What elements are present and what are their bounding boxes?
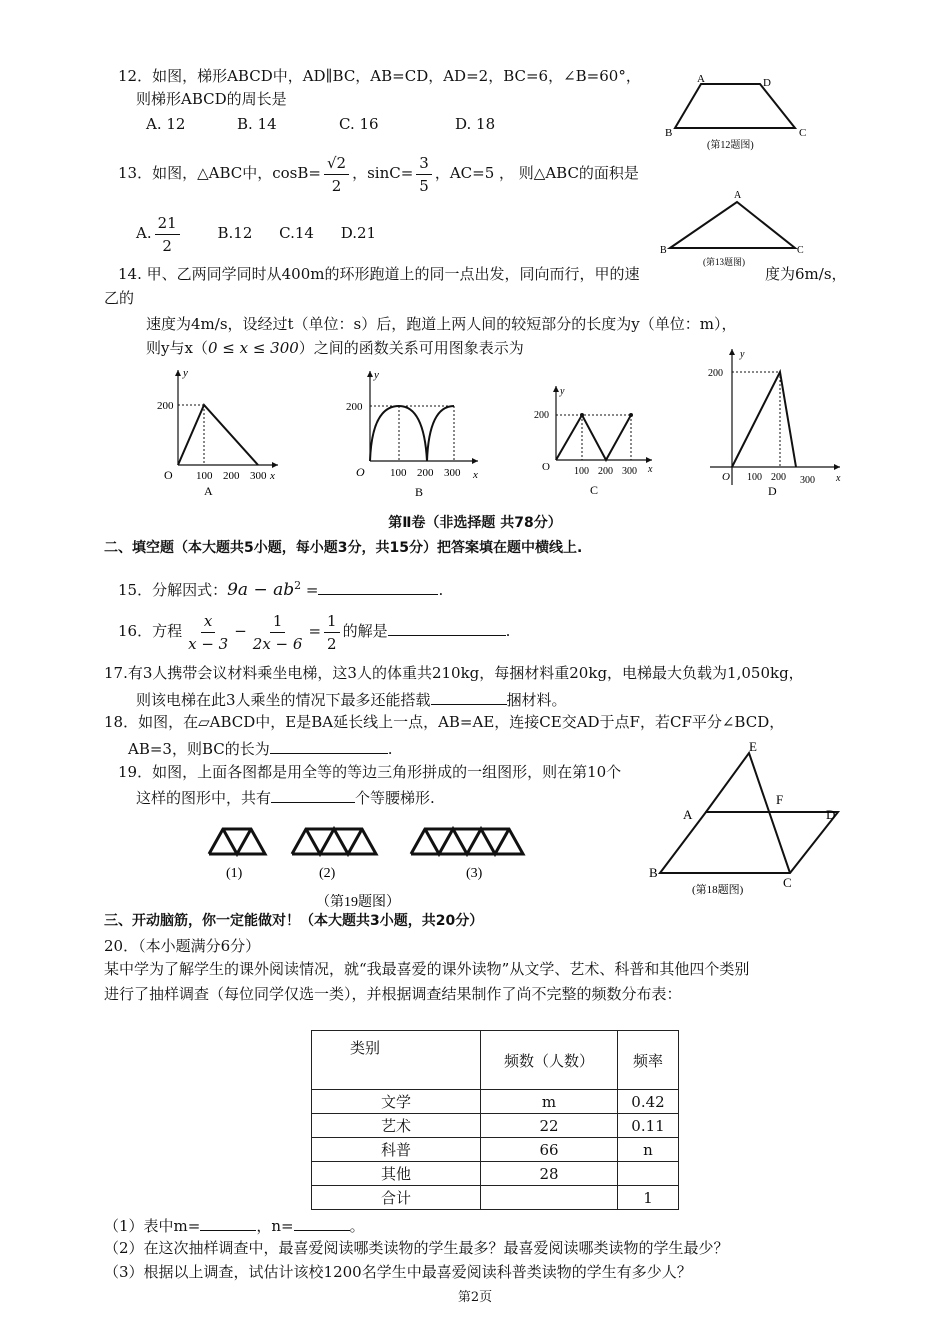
q13-option-a-den: 2 [162, 236, 172, 255]
q18-line2 [128, 737, 393, 759]
q20-paragraph-2: 进行了抽样调查（每位同学仅选一类），并根据调查结果制作了尚不完整的频数分布表： [104, 985, 682, 1003]
graph-curve [370, 406, 454, 461]
table-cell: 0.42 [618, 1090, 679, 1114]
q20-m-blank[interactable] [200, 1214, 256, 1231]
x-tick-100: 100 [574, 466, 589, 477]
table-cell: 其他 [312, 1162, 481, 1186]
q13-label-a: A [734, 190, 742, 201]
table-cell: n [618, 1138, 679, 1162]
table-cell [618, 1162, 679, 1186]
pattern-3 [411, 829, 523, 854]
q12-option-b: B. 14 [237, 115, 277, 133]
q20-paragraph-1: 某中学为了解学生的课外阅读情况，就“我最喜爱的课外读物”从文学、艺术、科普和其他四个类别 [104, 960, 750, 978]
table-cell: 28 [481, 1162, 618, 1186]
x-tick-300: 300 [622, 466, 637, 477]
x-axis-label: x [473, 469, 478, 481]
q16 [118, 607, 510, 655]
q13-suffix: ，AC=5 ， 则△ABC的面积是 [434, 164, 639, 182]
q13-option-c: C.14 [279, 224, 314, 242]
q18-label-b: B [649, 865, 658, 880]
x-arrow [272, 462, 278, 468]
q17-line2 [136, 688, 567, 710]
table-row [312, 1138, 679, 1162]
q13-label-b: B [660, 245, 667, 256]
q16-fraction-2 [250, 610, 306, 655]
frequency-table [311, 1030, 679, 1210]
x-tick-100: 100 [196, 470, 213, 482]
q17-answer-blank[interactable] [431, 688, 507, 705]
q16-suffix: 的解是 [342, 622, 388, 640]
q12-stem-line2: 则梯形ABCD的周长是 [136, 90, 287, 108]
q15-exponent: 2 [294, 579, 302, 592]
pattern-2 [292, 829, 376, 854]
q16-f1-num: x [201, 610, 215, 633]
page-number: 第2页 [457, 1290, 493, 1305]
q16-fraction-3 [324, 610, 340, 655]
q19-line2-a: 这样的图形中，共有 [136, 789, 272, 807]
q12-label-b: B [665, 127, 673, 139]
x-tick-300: 300 [444, 467, 461, 479]
q15-expr: 9a − ab [227, 580, 295, 600]
q15-end: . [438, 581, 444, 599]
table-row [312, 1162, 679, 1186]
q16-minus: − [234, 622, 247, 640]
q15-answer-blank[interactable] [318, 578, 438, 595]
y-tick: 200 [157, 400, 174, 412]
x-tick-100: 100 [747, 472, 762, 483]
q13-options [136, 210, 376, 257]
q19-caption: （第19题图） [316, 895, 400, 910]
q13-label-c: C [797, 245, 804, 256]
pattern-label-2: (2) [319, 866, 336, 881]
q20-header: 20．（本小题满分6分） [104, 937, 261, 955]
table-cell: 合计 [312, 1186, 481, 1210]
graph-letter: A [204, 484, 213, 498]
q14-line3-b: ）之间的函数关系可用图象表示为 [298, 339, 524, 357]
q17-line1: 17.有3人携带会议材料乘坐电梯，这3人的体重共210kg，每捆材料重20kg，电梯最大负载为1,050kg， [104, 664, 804, 682]
q13-cos-fraction [324, 152, 349, 197]
x-tick-200: 200 [223, 470, 240, 482]
q18-line2-a: AB=3，则BC的长为 [128, 740, 270, 758]
q16-f1-den: x − 3 [188, 634, 229, 653]
q16-f2-num: 1 [270, 610, 286, 633]
q12-label-c: C [799, 127, 807, 139]
y-tick: 200 [708, 368, 723, 379]
origin-label: O [542, 461, 550, 473]
q14-line1-end: 度为6m/s， [765, 265, 847, 283]
q13-sin-num: 3 [416, 152, 432, 175]
q16-end: . [505, 622, 511, 640]
q16-f2-den: 2x − 6 [252, 634, 303, 653]
x-tick-100: 100 [390, 467, 407, 479]
dot-1 [580, 413, 584, 417]
q15-eq: = [301, 581, 319, 599]
table-cell: 22 [481, 1114, 618, 1138]
q12-label-a: A [697, 73, 705, 85]
q13-prefix: 13．如图，△ABC中，cosB= [118, 164, 321, 182]
q14-line2: 速度为4m/s，设经过t（单位：s）后，跑道上两人间的较短部分的长度为y（单位：m）， [146, 315, 737, 333]
q13-stem [118, 150, 639, 197]
q16-prefix: 16．方程 [118, 622, 183, 640]
q13-caption: (第13题图) [703, 257, 745, 267]
table-cell: 文学 [312, 1090, 481, 1114]
x-tick-300: 300 [250, 470, 267, 482]
q13-sin-den: 5 [419, 176, 429, 195]
table-cell: 0.11 [618, 1114, 679, 1138]
q14-line3-a: 则y与x（ [146, 339, 208, 357]
q20-subquestion-2: （2）在这次抽样调查中，最喜爱阅读哪类读物的学生最多？最喜爱阅读哪类读物的学生最少？ [104, 1239, 729, 1257]
dot-2 [629, 413, 633, 417]
q16-f3-den: 2 [327, 634, 337, 653]
y-axis-label: y [740, 349, 745, 360]
table-cell: 科普 [312, 1138, 481, 1162]
y-axis-label: y [183, 367, 188, 379]
q16-answer-blank[interactable] [388, 619, 506, 636]
y-tick: 200 [534, 410, 549, 421]
y-arrow [553, 386, 559, 392]
table-row [312, 1114, 679, 1138]
q17-line2-b: 捆材料。 [506, 691, 567, 709]
graph-letter: D [768, 484, 777, 498]
q14-line1-wrap: 乙的 [104, 289, 135, 307]
q13-mid: ，sinC= [352, 164, 414, 182]
table-cell: 艺术 [312, 1114, 481, 1138]
q12-option-d: D. 18 [455, 115, 496, 133]
table-cell [481, 1186, 618, 1210]
q13-option-a-prefix: A. [136, 224, 152, 242]
table-header-rate: 频率 [618, 1031, 679, 1090]
q20-subquestion-3: （3）根据以上调查，试估计该校1200名学生中最喜爱阅读科普类读物的学生有多少人？ [104, 1263, 692, 1281]
q19-triangle-patterns [200, 820, 550, 910]
origin-label: O [164, 468, 173, 482]
y-arrow [729, 349, 735, 355]
q15-prefix: 15．分解因式： [118, 581, 228, 599]
q14-graph-d [700, 345, 850, 500]
q18-label-c: C [783, 875, 792, 890]
x-axis-label: x [836, 473, 841, 484]
triangle-shape [670, 202, 795, 248]
q14-graph-b [338, 368, 488, 503]
q16-fraction-1 [185, 610, 231, 655]
trapezoid-shape [675, 84, 795, 128]
q19-line2 [136, 786, 435, 808]
pattern-label-3: (3) [466, 866, 483, 881]
q13-option-a-fraction [155, 212, 180, 257]
q14-line3 [146, 338, 524, 358]
x-arrow [472, 458, 478, 464]
q16-eq: = [308, 622, 322, 640]
x-tick-200: 200 [598, 466, 613, 477]
table-header-row [312, 1031, 679, 1090]
x-tick-200: 200 [417, 467, 434, 479]
q19-answer-blank[interactable] [271, 786, 355, 803]
q13-sin-fraction [416, 152, 432, 197]
q13-option-d: D.21 [340, 224, 377, 242]
table-row [312, 1186, 679, 1210]
q18-label-f: F [776, 792, 784, 807]
q18-answer-blank[interactable] [270, 737, 388, 754]
graph-line [556, 415, 631, 460]
x-axis-label: x [270, 470, 275, 482]
q13-cos-den: 2 [331, 176, 342, 195]
x-axis-label: x [648, 464, 653, 475]
y-axis-label: y [560, 386, 565, 397]
q14-graph-c [530, 382, 660, 502]
q18-parallelogram-figure [645, 735, 855, 900]
y-arrow [175, 370, 181, 376]
q12-caption: (第12题图) [707, 140, 754, 151]
q20-s1-a: （1）表中m= [104, 1217, 201, 1235]
table-header-category: 类别 [312, 1031, 481, 1090]
q19-line2-b: 个等腰梯形. [355, 789, 435, 807]
graph-line [732, 372, 796, 467]
section2-heading: 二、填空题（本大题共5小题，每小题3分，共15分）把答案填在题中横线上. [104, 540, 583, 556]
q14-range: 0 ≤ x ≤ 300 [207, 339, 299, 357]
q15 [118, 576, 443, 600]
q18-caption: (第18题图) [692, 884, 744, 896]
table-header-frequency: 频数（人数） [481, 1031, 618, 1090]
q20-subquestion-1 [104, 1214, 365, 1236]
y-tick: 200 [346, 401, 363, 413]
y-arrow [367, 371, 373, 377]
q12-trapezoid-figure [660, 70, 820, 160]
x-tick-300: 300 [800, 475, 815, 486]
q18-label-e: E [749, 739, 757, 754]
q13-cos-num: √2 [324, 152, 349, 175]
y-axis-label: y [374, 369, 379, 381]
x-tick-200: 200 [771, 472, 786, 483]
q14-line1: 14. 甲、乙两同学同时从400m的环形跑道上的同一点出发，同向而行，甲的速 [118, 265, 640, 283]
q13-triangle-figure [655, 185, 815, 270]
q16-f3-num: 1 [324, 610, 340, 633]
part2-title: 第Ⅱ卷（非选择题 共78分） [388, 515, 562, 531]
origin-label: O [722, 471, 730, 483]
q12-label-d: D [763, 77, 771, 89]
table-cell: 66 [481, 1138, 618, 1162]
pattern-label-1: (1) [226, 866, 243, 881]
q19-line1: 19．如图，上面各图都是用全等的等边三角形拼成的一组图形，则在第10个 [118, 763, 622, 781]
graph-line [178, 405, 258, 465]
graph-letter: B [415, 485, 424, 499]
q20-n-blank[interactable] [294, 1214, 350, 1231]
graph-letter: C [590, 483, 599, 497]
q14-graph-a [148, 365, 288, 500]
q20-s1-c: 。 [349, 1217, 365, 1235]
x-arrow [834, 464, 840, 470]
q12-stem-line1: 12．如图，梯形ABCD中，AD∥BC，AB=CD，AD=2，BC=6，∠B=60°， [118, 67, 641, 85]
origin-label: O [356, 465, 365, 479]
q18-line2-b: . [387, 740, 393, 758]
q18-line1: 18．如图，在▱ABCD中，E是BA延长线上一点，AB=AE，连接CE交AD于点F，若CF平分∠BCD， [104, 713, 785, 731]
table-row [312, 1090, 679, 1114]
table-cell: m [481, 1090, 618, 1114]
q12-option-a: A. 12 [146, 115, 186, 133]
q13-option-b: B.12 [217, 224, 253, 242]
q13-option-a-num: 21 [155, 212, 180, 235]
pattern-1 [209, 829, 265, 854]
section3-heading: 三、开动脑筋，你一定能做对！（本大题共3小题，共20分） [104, 913, 484, 929]
x-arrow [646, 457, 652, 463]
q18-label-d: D [826, 807, 836, 822]
q12-option-c: C. 16 [339, 115, 379, 133]
q17-line2-a: 则该电梯在此3人乘坐的情况下最多还能搭载 [136, 691, 431, 709]
table-cell: 1 [618, 1186, 679, 1210]
q20-s1-b: ，n= [256, 1217, 294, 1235]
q18-label-a: A [683, 807, 693, 822]
